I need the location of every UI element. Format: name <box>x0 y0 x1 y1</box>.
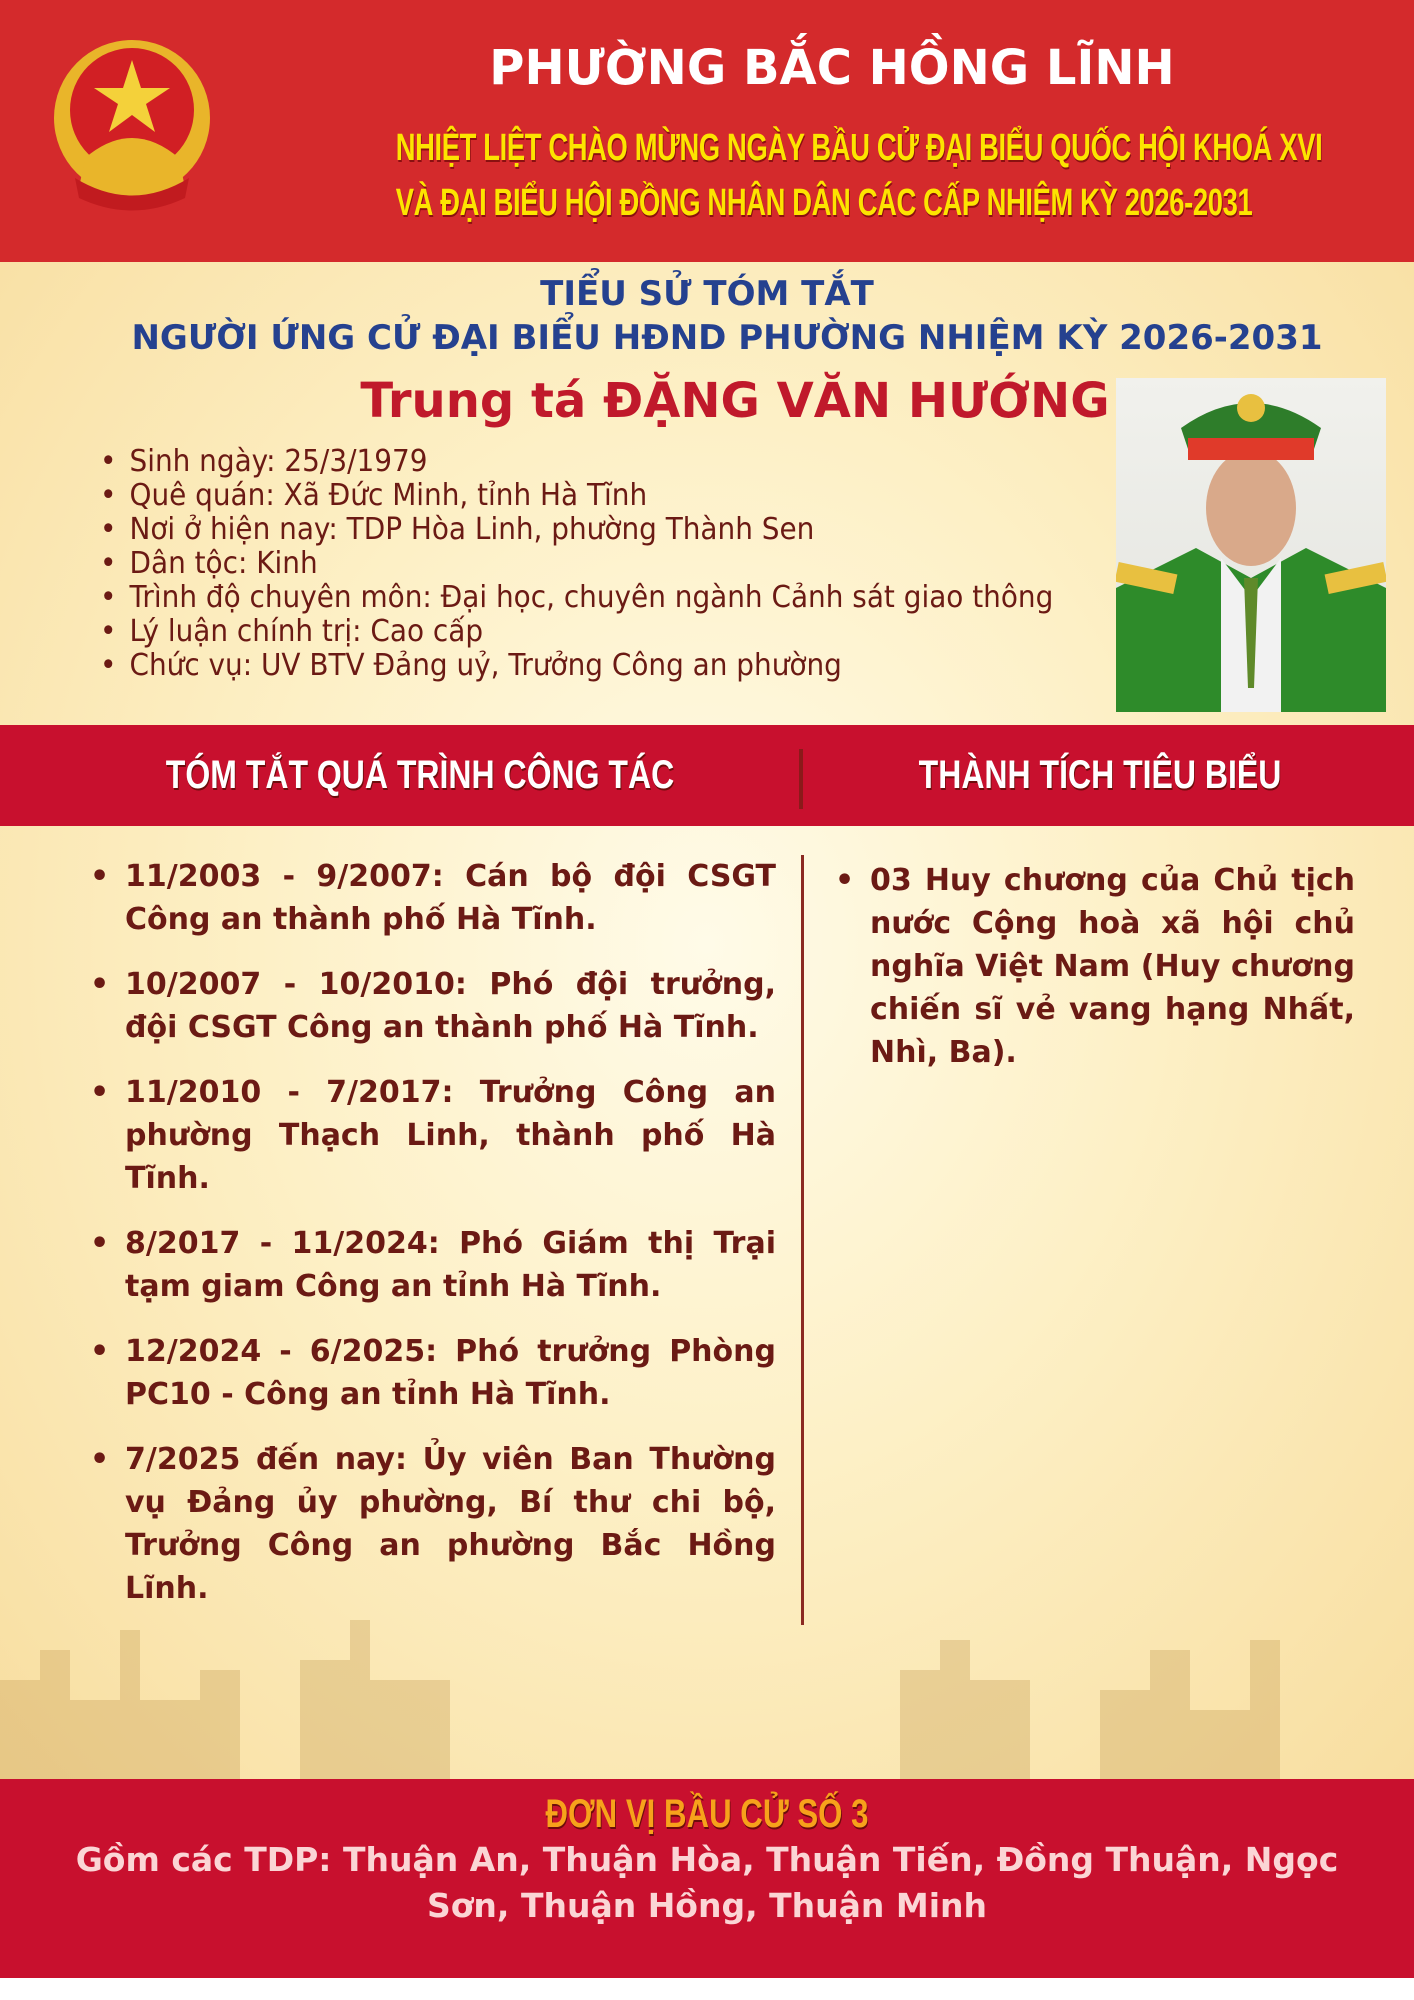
bio-item: • Quê quán: Xã Đức Minh, tỉnh Hà Tĩnh <box>100 479 1053 513</box>
bio-heading: TIỂU SỬ TÓM TẮT <box>540 274 874 314</box>
column-divider <box>801 855 804 1625</box>
bio-item: • Dân tộc: Kinh <box>100 547 1053 581</box>
career-item: • 10/2007 - 10/2010: Phó đội trưởng, đội CSGT Công an thành phố Hà Tĩnh. <box>90 963 776 1049</box>
bio-item: • Chức vụ: UV BTV Đảng uỷ, Trưởng Công an phường <box>100 649 1053 683</box>
greeting-line-2: VÀ ĐẠI BIỂU HỘI ĐỒNG NHÂN DÂN CÁC CẤP NHIỆM KỲ 2026-2031 <box>395 182 1253 224</box>
constituency-description: Gồm các TDP: Thuận An, Thuận Hòa, Thuận Tiến, Đồng Thuận, Ngọc Sơn, Thuận Hồng, Thuận Minh <box>75 1840 1339 1925</box>
bio-item: • Lý luận chính trị: Cao cấp <box>100 615 1053 649</box>
career-item: • 11/2003 - 9/2007: Cán bộ đội CSGT Công an thành phố Hà Tĩnh. <box>90 855 776 941</box>
band-divider <box>799 749 803 809</box>
footer-banner <box>0 1779 1414 1978</box>
bio-subheading: NGƯỜI ỨNG CỬ ĐẠI BIỂU HĐND PHƯỜNG NHIỆM KỲ 2026-2031 <box>131 318 1323 358</box>
career-item: • 8/2017 - 11/2024: Phó Giám thị Trại tạm giam Công an tỉnh Hà Tĩnh. <box>90 1222 776 1308</box>
ward-title: PHƯỜNG BẮC HỒNG LĨNH <box>489 40 1175 96</box>
bio-item: • Sinh ngày: 25/3/1979 <box>100 445 1053 479</box>
constituency-title: ĐƠN VỊ BẦU CỬ SỐ 3 <box>545 1792 869 1836</box>
bio-item: • Nơi ở hiện nay: TDP Hòa Linh, phường Thành Sen <box>100 513 1053 547</box>
city-skyline-decoration <box>0 1620 1414 1779</box>
career-list <box>90 855 776 1632</box>
header-banner <box>0 0 1414 262</box>
career-item: • 11/2010 - 7/2017: Trưởng Công an phường Thạch Linh, thành phố Hà Tĩnh. <box>90 1071 776 1200</box>
achievement-item: • 03 Huy chương của Chủ tịch nước Cộng hoà xã hội chủ nghĩa Việt Nam (Huy chương chiến sĩ vẻ vang hạng Nhất, Nhì, Ba). <box>835 859 1355 1074</box>
bio-item: • Trình độ chuyên môn: Đại học, chuyên ngành Cảnh sát giao thông <box>100 581 1053 615</box>
achievements-list <box>835 859 1355 1096</box>
career-heading: TÓM TẮT QUÁ TRÌNH CÔNG TÁC <box>165 753 675 797</box>
greeting-line-1: NHIỆT LIỆT CHÀO MỪNG NGÀY BẦU CỬ ĐẠI BIỂU QUỐC HỘI KHOÁ XVI <box>395 127 1323 169</box>
career-item: • 12/2024 - 6/2025: Phó trưởng Phòng PC10 - Công an tỉnh Hà Tĩnh. <box>90 1330 776 1416</box>
candidate-photo <box>1116 378 1386 712</box>
candidate-name: Trung tá ĐẶNG VĂN HƯỚNG <box>360 373 1110 429</box>
career-item: • 7/2025 đến nay: Ủy viên Ban Thường vụ Đảng ủy phường, Bí thư chi bộ, Trưởng Công an phường Bắc Hồng Lĩnh. <box>90 1438 776 1610</box>
national-emblem-icon <box>45 38 220 216</box>
bio-list <box>100 445 1053 683</box>
achievements-heading: THÀNH TÍCH TIÊU BIỂU <box>918 753 1282 797</box>
